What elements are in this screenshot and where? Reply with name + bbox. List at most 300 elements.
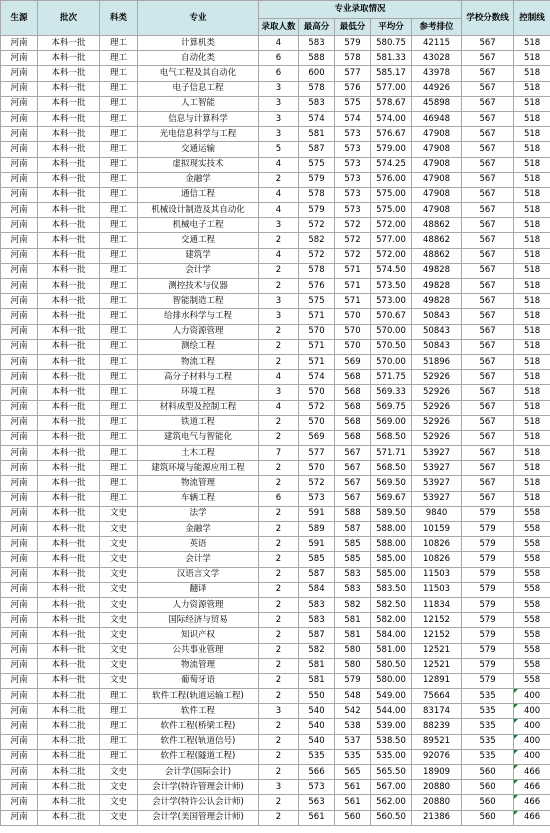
max-score-cell: 572 bbox=[299, 218, 335, 233]
major-cell: 会计学 bbox=[138, 263, 259, 278]
table-row bbox=[1, 552, 550, 567]
major-cell: 软件工程 bbox=[138, 704, 259, 719]
min-score-cell: 568 bbox=[335, 415, 371, 430]
province-cell: 河南 bbox=[1, 765, 38, 780]
major-cell: 会计学(国际会计) bbox=[138, 765, 259, 780]
avg-score-cell: 576.67 bbox=[371, 127, 412, 142]
province-cell: 河南 bbox=[1, 339, 38, 354]
batch-cell: 本科一批 bbox=[38, 248, 100, 263]
category-cell: 文史 bbox=[100, 613, 138, 628]
control-line-cell: 518 bbox=[514, 36, 550, 51]
min-score-cell: 573 bbox=[335, 157, 371, 172]
batch-cell: 本科二批 bbox=[38, 765, 100, 780]
rank-cell: 47908 bbox=[412, 157, 462, 172]
rank-cell: 52926 bbox=[412, 400, 462, 415]
batch-cell: 本科一批 bbox=[38, 172, 100, 187]
table-row bbox=[1, 658, 550, 673]
table-row bbox=[1, 203, 550, 218]
max-score-cell: 572 bbox=[299, 400, 335, 415]
batch-cell: 本科二批 bbox=[38, 734, 100, 749]
school-line-cell: 567 bbox=[462, 461, 514, 476]
max-score-cell: 570 bbox=[299, 385, 335, 400]
table-row bbox=[1, 582, 550, 597]
control-line-cell: 466 bbox=[514, 810, 550, 825]
province-cell: 河南 bbox=[1, 142, 38, 157]
school-line-cell: 567 bbox=[462, 354, 514, 369]
header-major: 专业 bbox=[138, 1, 259, 36]
school-line-cell: 567 bbox=[462, 142, 514, 157]
table-row bbox=[1, 613, 550, 628]
enroll-cell: 2 bbox=[259, 734, 299, 749]
table-row bbox=[1, 795, 550, 810]
major-cell: 翻译 bbox=[138, 582, 259, 597]
school-line-cell: 535 bbox=[462, 749, 514, 764]
max-score-cell: 576 bbox=[299, 279, 335, 294]
province-cell: 河南 bbox=[1, 734, 38, 749]
major-cell: 人力资源管理 bbox=[138, 597, 259, 612]
school-line-cell: 567 bbox=[462, 172, 514, 187]
control-line-cell: 518 bbox=[514, 354, 550, 369]
avg-score-cell: 582.50 bbox=[371, 597, 412, 612]
avg-score-cell: 574.50 bbox=[371, 263, 412, 278]
table-row bbox=[1, 810, 550, 825]
province-cell: 河南 bbox=[1, 430, 38, 445]
table-row bbox=[1, 567, 550, 582]
control-line-cell: 518 bbox=[514, 415, 550, 430]
header-group: 专业录取情况 bbox=[259, 1, 462, 19]
min-score-cell: 576 bbox=[335, 81, 371, 96]
province-cell: 河南 bbox=[1, 719, 38, 734]
batch-cell: 本科一批 bbox=[38, 506, 100, 521]
province-cell: 河南 bbox=[1, 491, 38, 506]
category-cell: 理工 bbox=[100, 689, 138, 704]
rank-cell: 48862 bbox=[412, 248, 462, 263]
min-score-cell: 583 bbox=[335, 567, 371, 582]
min-score-cell: 581 bbox=[335, 613, 371, 628]
min-score-cell: 575 bbox=[335, 96, 371, 111]
major-cell: 建筑环境与能源应用工程 bbox=[138, 461, 259, 476]
category-cell: 文史 bbox=[100, 643, 138, 658]
batch-cell: 本科一批 bbox=[38, 51, 100, 66]
batch-cell: 本科二批 bbox=[38, 795, 100, 810]
max-score-cell: 578 bbox=[299, 187, 335, 202]
category-cell: 理工 bbox=[100, 51, 138, 66]
min-score-cell: 588 bbox=[335, 506, 371, 521]
min-score-cell: 542 bbox=[335, 704, 371, 719]
table-row bbox=[1, 643, 550, 658]
min-score-cell: 573 bbox=[335, 172, 371, 187]
table-row bbox=[1, 157, 550, 172]
category-cell: 理工 bbox=[100, 203, 138, 218]
control-line-cell: 400 bbox=[514, 689, 550, 704]
avg-score-cell: 575.00 bbox=[371, 187, 412, 202]
enroll-cell: 2 bbox=[259, 597, 299, 612]
rank-cell: 52926 bbox=[412, 370, 462, 385]
rank-cell: 43978 bbox=[412, 66, 462, 81]
school-line-cell: 579 bbox=[462, 597, 514, 612]
enroll-cell: 3 bbox=[259, 96, 299, 111]
enroll-cell: 2 bbox=[259, 354, 299, 369]
major-cell: 电子信息工程 bbox=[138, 81, 259, 96]
major-cell: 自动化类 bbox=[138, 51, 259, 66]
school-line-cell: 567 bbox=[462, 81, 514, 96]
max-score-cell: 540 bbox=[299, 704, 335, 719]
batch-cell: 本科一批 bbox=[38, 66, 100, 81]
avg-score-cell: 576.00 bbox=[371, 172, 412, 187]
category-cell: 理工 bbox=[100, 430, 138, 445]
avg-score-cell: 565.50 bbox=[371, 765, 412, 780]
province-cell: 河南 bbox=[1, 704, 38, 719]
min-score-cell: 570 bbox=[335, 339, 371, 354]
category-cell: 理工 bbox=[100, 446, 138, 461]
major-cell: 智能制造工程 bbox=[138, 294, 259, 309]
avg-score-cell: 538.50 bbox=[371, 734, 412, 749]
enroll-cell: 6 bbox=[259, 491, 299, 506]
control-line-cell: 558 bbox=[514, 658, 550, 673]
max-score-cell: 587 bbox=[299, 567, 335, 582]
rank-cell: 11503 bbox=[412, 582, 462, 597]
province-cell: 河南 bbox=[1, 400, 38, 415]
rank-cell: 44926 bbox=[412, 81, 462, 96]
avg-score-cell: 570.00 bbox=[371, 324, 412, 339]
category-cell: 理工 bbox=[100, 218, 138, 233]
control-line-cell: 558 bbox=[514, 643, 550, 658]
category-cell: 理工 bbox=[100, 111, 138, 126]
category-cell: 理工 bbox=[100, 415, 138, 430]
min-score-cell: 580 bbox=[335, 643, 371, 658]
control-line-cell: 518 bbox=[514, 446, 550, 461]
enroll-cell: 3 bbox=[259, 780, 299, 795]
category-cell: 文史 bbox=[100, 795, 138, 810]
min-score-cell: 578 bbox=[335, 51, 371, 66]
table-row bbox=[1, 673, 550, 688]
province-cell: 河南 bbox=[1, 385, 38, 400]
enroll-cell: 3 bbox=[259, 218, 299, 233]
control-line-cell: 518 bbox=[514, 263, 550, 278]
school-line-cell: 579 bbox=[462, 522, 514, 537]
min-score-cell: 567 bbox=[335, 476, 371, 491]
rank-cell: 49828 bbox=[412, 263, 462, 278]
batch-cell: 本科一批 bbox=[38, 218, 100, 233]
major-cell: 会计学(美国管理会计师) bbox=[138, 810, 259, 825]
max-score-cell: 540 bbox=[299, 719, 335, 734]
major-cell: 光电信息科学与工程 bbox=[138, 127, 259, 142]
rank-cell: 88239 bbox=[412, 719, 462, 734]
category-cell: 理工 bbox=[100, 491, 138, 506]
max-score-cell: 584 bbox=[299, 582, 335, 597]
enroll-cell: 2 bbox=[259, 537, 299, 552]
avg-score-cell: 574.00 bbox=[371, 111, 412, 126]
avg-score-cell: 560.50 bbox=[371, 810, 412, 825]
school-line-cell: 560 bbox=[462, 780, 514, 795]
header-avg: 平均分 bbox=[371, 19, 412, 36]
category-cell: 理工 bbox=[100, 187, 138, 202]
min-score-cell: 572 bbox=[335, 233, 371, 248]
table-row bbox=[1, 461, 550, 476]
control-line-cell: 518 bbox=[514, 309, 550, 324]
school-line-cell: 567 bbox=[462, 248, 514, 263]
avg-score-cell: 535.00 bbox=[371, 749, 412, 764]
province-cell: 河南 bbox=[1, 172, 38, 187]
enroll-cell: 2 bbox=[259, 582, 299, 597]
min-score-cell: 568 bbox=[335, 430, 371, 445]
province-cell: 河南 bbox=[1, 749, 38, 764]
school-line-cell: 579 bbox=[462, 658, 514, 673]
enroll-cell: 2 bbox=[259, 628, 299, 643]
avg-score-cell: 569.67 bbox=[371, 491, 412, 506]
rank-cell: 75664 bbox=[412, 689, 462, 704]
school-line-cell: 567 bbox=[462, 66, 514, 81]
enroll-cell: 2 bbox=[259, 567, 299, 582]
control-line-cell: 466 bbox=[514, 765, 550, 780]
province-cell: 河南 bbox=[1, 187, 38, 202]
major-cell: 计算机类 bbox=[138, 36, 259, 51]
enroll-cell: 3 bbox=[259, 81, 299, 96]
max-score-cell: 570 bbox=[299, 461, 335, 476]
enroll-cell: 6 bbox=[259, 66, 299, 81]
control-line-cell: 400 bbox=[514, 719, 550, 734]
major-cell: 交通工程 bbox=[138, 233, 259, 248]
enroll-cell: 2 bbox=[259, 689, 299, 704]
control-line-cell: 518 bbox=[514, 51, 550, 66]
min-score-cell: 567 bbox=[335, 491, 371, 506]
batch-cell: 本科一批 bbox=[38, 233, 100, 248]
avg-score-cell: 585.17 bbox=[371, 66, 412, 81]
major-cell: 软件工程(轨道运输工程) bbox=[138, 689, 259, 704]
max-score-cell: 535 bbox=[299, 749, 335, 764]
major-cell: 软件工程(桥梁工程) bbox=[138, 719, 259, 734]
avg-score-cell: 573.00 bbox=[371, 294, 412, 309]
min-score-cell: 572 bbox=[335, 218, 371, 233]
enroll-cell: 3 bbox=[259, 111, 299, 126]
batch-cell: 本科一批 bbox=[38, 111, 100, 126]
enroll-cell: 4 bbox=[259, 248, 299, 263]
rank-cell: 89521 bbox=[412, 734, 462, 749]
major-cell: 建筑电气与智能化 bbox=[138, 430, 259, 445]
avg-score-cell: 539.00 bbox=[371, 719, 412, 734]
school-line-cell: 579 bbox=[462, 613, 514, 628]
province-cell: 河南 bbox=[1, 537, 38, 552]
province-cell: 河南 bbox=[1, 552, 38, 567]
major-cell: 软件工程(隧道工程) bbox=[138, 749, 259, 764]
major-cell: 金融学 bbox=[138, 172, 259, 187]
batch-cell: 本科一批 bbox=[38, 370, 100, 385]
school-line-cell: 567 bbox=[462, 309, 514, 324]
table-row bbox=[1, 111, 550, 126]
province-cell: 河南 bbox=[1, 643, 38, 658]
avg-score-cell: 544.00 bbox=[371, 704, 412, 719]
min-score-cell: 568 bbox=[335, 400, 371, 415]
min-score-cell: 573 bbox=[335, 127, 371, 142]
avg-score-cell: 577.00 bbox=[371, 233, 412, 248]
avg-score-cell: 580.00 bbox=[371, 673, 412, 688]
category-cell: 文史 bbox=[100, 597, 138, 612]
table-row bbox=[1, 780, 550, 795]
category-cell: 理工 bbox=[100, 263, 138, 278]
province-cell: 河南 bbox=[1, 248, 38, 263]
enroll-cell: 2 bbox=[259, 795, 299, 810]
enroll-cell: 4 bbox=[259, 187, 299, 202]
batch-cell: 本科一批 bbox=[38, 400, 100, 415]
rank-cell: 53927 bbox=[412, 446, 462, 461]
province-cell: 河南 bbox=[1, 233, 38, 248]
control-line-cell: 518 bbox=[514, 385, 550, 400]
rank-cell: 53927 bbox=[412, 461, 462, 476]
table-row bbox=[1, 385, 550, 400]
province-cell: 河南 bbox=[1, 111, 38, 126]
enroll-cell: 2 bbox=[259, 339, 299, 354]
school-line-cell: 579 bbox=[462, 506, 514, 521]
max-score-cell: 570 bbox=[299, 415, 335, 430]
enroll-cell: 2 bbox=[259, 765, 299, 780]
min-score-cell: 567 bbox=[335, 461, 371, 476]
min-score-cell: 583 bbox=[335, 582, 371, 597]
min-score-cell: 573 bbox=[335, 203, 371, 218]
max-score-cell: 575 bbox=[299, 294, 335, 309]
school-line-cell: 579 bbox=[462, 628, 514, 643]
province-cell: 河南 bbox=[1, 66, 38, 81]
category-cell: 理工 bbox=[100, 142, 138, 157]
batch-cell: 本科一批 bbox=[38, 309, 100, 324]
max-score-cell: 571 bbox=[299, 339, 335, 354]
province-cell: 河南 bbox=[1, 263, 38, 278]
control-line-cell: 466 bbox=[514, 795, 550, 810]
school-line-cell: 567 bbox=[462, 111, 514, 126]
max-score-cell: 583 bbox=[299, 96, 335, 111]
avg-score-cell: 582.00 bbox=[371, 613, 412, 628]
major-cell: 环境工程 bbox=[138, 385, 259, 400]
enroll-cell: 3 bbox=[259, 127, 299, 142]
school-line-cell: 567 bbox=[462, 51, 514, 66]
category-cell: 理工 bbox=[100, 339, 138, 354]
min-score-cell: 568 bbox=[335, 385, 371, 400]
school-line-cell: 567 bbox=[462, 203, 514, 218]
control-line-cell: 518 bbox=[514, 400, 550, 415]
control-line-cell: 518 bbox=[514, 461, 550, 476]
category-cell: 文史 bbox=[100, 522, 138, 537]
min-score-cell: 585 bbox=[335, 552, 371, 567]
province-cell: 河南 bbox=[1, 461, 38, 476]
avg-score-cell: 579.00 bbox=[371, 142, 412, 157]
max-score-cell: 587 bbox=[299, 142, 335, 157]
table-row bbox=[1, 506, 550, 521]
max-score-cell: 583 bbox=[299, 36, 335, 51]
rank-cell: 10826 bbox=[412, 537, 462, 552]
rank-cell: 48862 bbox=[412, 218, 462, 233]
rank-cell: 42115 bbox=[412, 36, 462, 51]
rank-cell: 51896 bbox=[412, 354, 462, 369]
control-line-cell: 518 bbox=[514, 476, 550, 491]
enroll-cell: 4 bbox=[259, 203, 299, 218]
major-cell: 物流管理 bbox=[138, 476, 259, 491]
category-cell: 理工 bbox=[100, 354, 138, 369]
header-rank: 参考排位 bbox=[412, 19, 462, 36]
province-cell: 河南 bbox=[1, 673, 38, 688]
min-score-cell: 567 bbox=[335, 446, 371, 461]
province-cell: 河南 bbox=[1, 780, 38, 795]
min-score-cell: 568 bbox=[335, 370, 371, 385]
major-cell: 虚拟现实技术 bbox=[138, 157, 259, 172]
category-cell: 理工 bbox=[100, 400, 138, 415]
min-score-cell: 571 bbox=[335, 263, 371, 278]
max-score-cell: 540 bbox=[299, 734, 335, 749]
max-score-cell: 573 bbox=[299, 780, 335, 795]
table-row bbox=[1, 142, 550, 157]
control-line-cell: 518 bbox=[514, 142, 550, 157]
max-score-cell: 577 bbox=[299, 446, 335, 461]
avg-score-cell: 570.50 bbox=[371, 339, 412, 354]
rank-cell: 47908 bbox=[412, 203, 462, 218]
batch-cell: 本科二批 bbox=[38, 689, 100, 704]
control-line-cell: 558 bbox=[514, 522, 550, 537]
max-score-cell: 600 bbox=[299, 66, 335, 81]
max-score-cell: 570 bbox=[299, 324, 335, 339]
province-cell: 河南 bbox=[1, 96, 38, 111]
enroll-cell: 2 bbox=[259, 233, 299, 248]
avg-score-cell: 570.67 bbox=[371, 309, 412, 324]
school-line-cell: 579 bbox=[462, 552, 514, 567]
batch-cell: 本科一批 bbox=[38, 643, 100, 658]
rank-cell: 48862 bbox=[412, 233, 462, 248]
rank-cell: 21386 bbox=[412, 810, 462, 825]
control-line-cell: 558 bbox=[514, 582, 550, 597]
rank-cell: 18909 bbox=[412, 765, 462, 780]
enroll-cell: 2 bbox=[259, 415, 299, 430]
school-line-cell: 567 bbox=[462, 96, 514, 111]
enroll-cell: 5 bbox=[259, 142, 299, 157]
major-cell: 机械电子工程 bbox=[138, 218, 259, 233]
enroll-cell: 2 bbox=[259, 263, 299, 278]
school-line-cell: 567 bbox=[462, 446, 514, 461]
batch-cell: 本科一批 bbox=[38, 537, 100, 552]
enroll-cell: 2 bbox=[259, 506, 299, 521]
table-row bbox=[1, 628, 550, 643]
min-score-cell: 579 bbox=[335, 36, 371, 51]
batch-cell: 本科一批 bbox=[38, 582, 100, 597]
max-score-cell: 569 bbox=[299, 430, 335, 445]
rank-cell: 47908 bbox=[412, 187, 462, 202]
table-row bbox=[1, 96, 550, 111]
min-score-cell: 561 bbox=[335, 795, 371, 810]
major-cell: 材料成型及控制工程 bbox=[138, 400, 259, 415]
enroll-cell: 2 bbox=[259, 643, 299, 658]
rank-cell: 92076 bbox=[412, 749, 462, 764]
max-score-cell: 575 bbox=[299, 157, 335, 172]
major-cell: 会计学(特许管理会计师) bbox=[138, 780, 259, 795]
enroll-cell: 3 bbox=[259, 704, 299, 719]
batch-cell: 本科一批 bbox=[38, 36, 100, 51]
avg-score-cell: 567.00 bbox=[371, 780, 412, 795]
school-line-cell: 567 bbox=[462, 157, 514, 172]
school-line-cell: 567 bbox=[462, 36, 514, 51]
batch-cell: 本科一批 bbox=[38, 628, 100, 643]
header-batch: 批次 bbox=[38, 1, 100, 36]
major-cell: 人力资源管理 bbox=[138, 324, 259, 339]
major-cell: 测控技术与仪器 bbox=[138, 279, 259, 294]
rank-cell: 52926 bbox=[412, 415, 462, 430]
table-row bbox=[1, 127, 550, 142]
header-category: 科类 bbox=[100, 1, 138, 36]
province-cell: 河南 bbox=[1, 795, 38, 810]
province-cell: 河南 bbox=[1, 658, 38, 673]
batch-cell: 本科一批 bbox=[38, 127, 100, 142]
province-cell: 河南 bbox=[1, 567, 38, 582]
batch-cell: 本科一批 bbox=[38, 491, 100, 506]
table-row bbox=[1, 324, 550, 339]
province-cell: 河南 bbox=[1, 324, 38, 339]
header-school-line: 学校分数线 bbox=[462, 1, 514, 36]
min-score-cell: 561 bbox=[335, 780, 371, 795]
